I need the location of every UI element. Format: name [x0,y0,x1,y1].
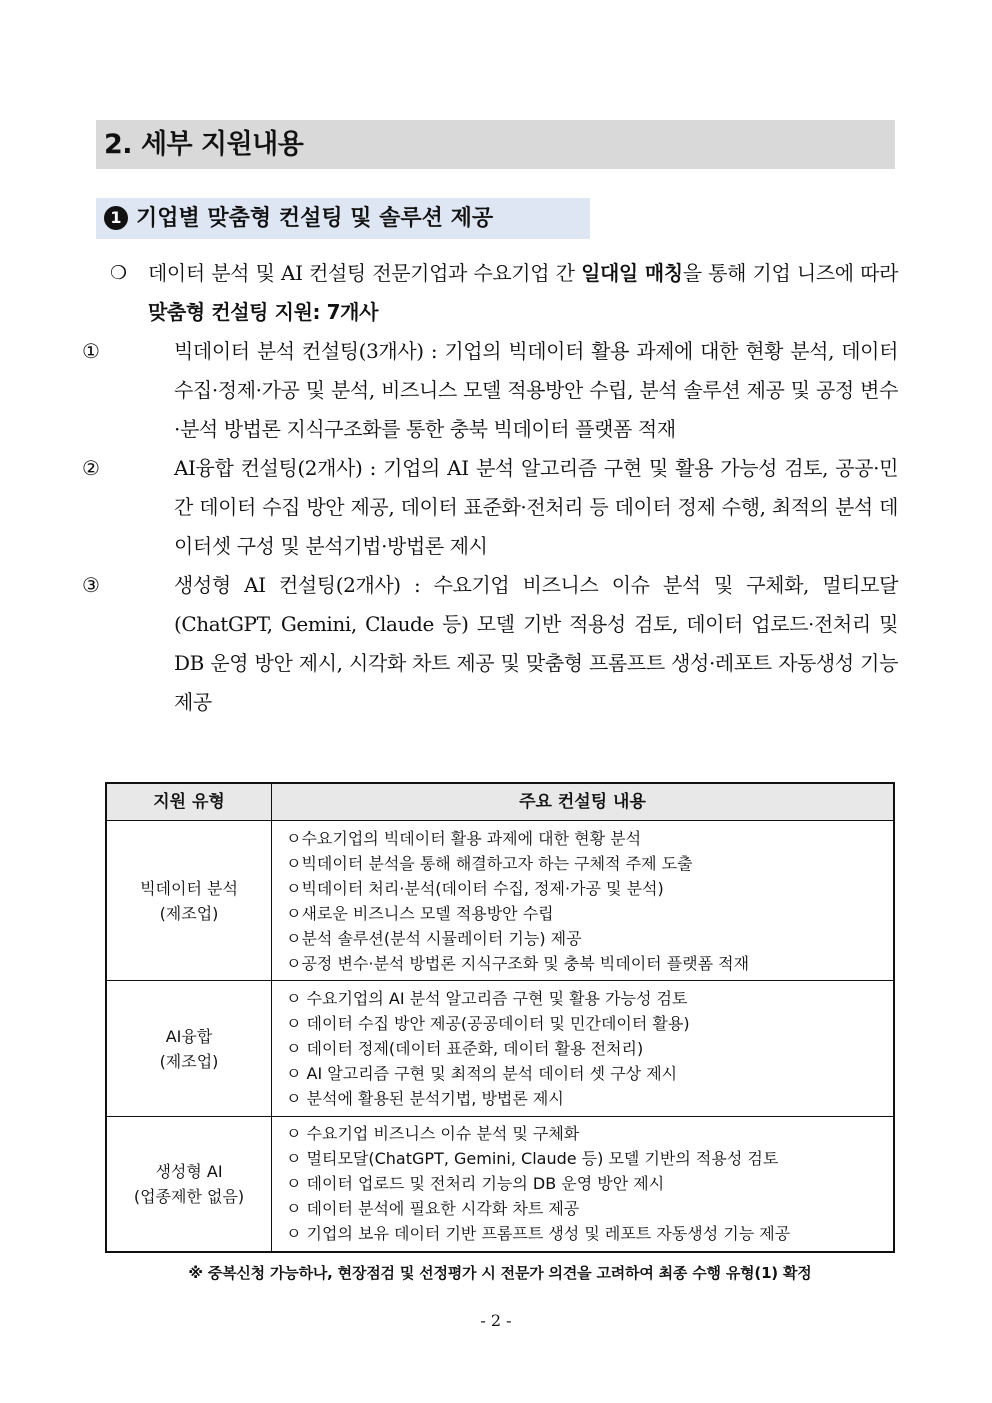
content-line: ㅇ 데이터 분석에 필요한 시각화 차트 제공 [286,1199,580,1219]
type-name: 생성형 AI [155,1161,223,1181]
intro-text-b: 을 통해 기업 니즈에 따라 [682,261,898,285]
content-line: ㅇ공정 변수·분석 방법론 지식구조화 및 충북 빅데이터 플랫폼 적재 [286,953,750,973]
content-line: ㅇ빅데이터 분석을 통해 해결하고자 하는 구체적 주제 도출 [286,853,693,873]
subsection-title-box [96,198,590,239]
header-consulting-content: 주요 컨설팅 내용 [272,783,895,821]
content-line: ㅇ 데이터 수집 방안 제공(공공데이터 및 민간데이터 활용) [286,1014,690,1033]
item-text: AI융합 컨설팅(2개사) : 기업의 AI 분석 알고리즘 구현 및 활용 가능성 검토, 공공·민간 데이터 수집 방안 제공, 데이터 표준화·전처리 등 데이터 정제 수행, 최적의 분석 데이터셋 구성 및 분석기법·방법론 제시 [174,456,898,558]
content-line: ㅇ 수요기업 비즈니스 이슈 분석 및 구체화 [286,1124,580,1144]
row-content [272,821,895,981]
list-item-generative-ai [82,566,898,722]
body-text [82,254,898,722]
content-line: ㅇ빅데이터 처리·분석(데이터 수집, 정제·가공 및 분석) [286,878,664,898]
item-text: 생성형 AI 컨설팅(2개사) : 수요기업 비즈니스 이슈 분석 및 구체화, 멀티모달(ChatGPT, Gemini, Claude 등) 모델 기반 적용성 검토, 데이터 업로드·전처리 및 DB 운영 방안 제시, 시각화 차트 제공 및 맞춤형 프롬프트 생성·레포트 자동생성 기능 제공 [174,573,898,714]
type-name: 빅데이터 분석 [140,878,238,898]
page-number: - 2 - [480,1311,512,1330]
intro-paragraph [110,254,898,332]
support-type-table [105,782,895,1253]
header-support-type: 지원 유형 [106,783,272,821]
row-content [272,981,895,1117]
subsection-number-badge: 1 [104,206,128,230]
list-item-ai-convergence [82,449,898,566]
row-content [272,1117,895,1252]
type-name: AI융합 [165,1026,213,1046]
intro-bold-b: 맞춤형 컨설팅 지원: 7개사 [148,300,379,324]
intro-text-a: 데이터 분석 및 AI 컨설팅 전문기업과 수요기업 간 [148,261,582,285]
content-line: ㅇ AI 알고리즘 구현 및 최적의 분석 데이터 셋 구상 제시 [286,1064,678,1083]
row-type [106,821,272,981]
item-marker: ③ [82,573,100,597]
type-scope: (제조업) [159,1051,219,1071]
footnote: ※ 중복신청 가능하나, 현장점검 및 선정평가 시 전문가 의견을 고려하여 최종 수행 유형(1) 확정 [188,1264,812,1282]
item-marker: ① [82,339,100,363]
item-text: 빅데이터 분석 컨설팅(3개사) : 기업의 빅데이터 활용 과제에 대한 현황 분석, 데이터 수집·정제·가공 및 분석, 비즈니스 모델 적용방안 수립, 분석 솔루션 제공 및 공정 변수·분석 방법론 지식구조화를 통한 충북 빅데이터 플랫폼 적재 [174,339,898,441]
content-line: ㅇ 멀티모달(ChatGPT, Gemini, Claude 등) 모델 기반의 적용성 검토 [286,1149,779,1169]
content-line: ㅇ 기업의 보유 데이터 기반 프롬프트 생성 및 레포트 자동생성 기능 제공 [286,1224,791,1244]
content-line: ㅇ 데이터 업로드 및 전처리 기능의 DB 운영 방안 제시 [286,1174,665,1194]
content-line: ㅇ 분석에 활용된 분석기법, 방법론 제시 [286,1089,564,1108]
section-title: 2. 세부 지원내용 [96,120,895,169]
type-scope: (제조업) [159,903,219,923]
type-scope: (업종제한 없음) [133,1186,245,1206]
content-line: ㅇ 데이터 정제(데이터 표준화, 데이터 활용 전처리) [286,1039,644,1058]
row-type [106,981,272,1117]
content-line: ㅇ 수요기업의 AI 분석 알고리즘 구현 및 활용 가능성 검토 [286,989,688,1008]
content-line: ㅇ분석 솔루션(분석 시뮬레이터 기능) 제공 [286,928,582,948]
content-line: ㅇ수요기업의 빅데이터 활용 과제에 대한 현황 분석 [286,828,642,848]
table-row [106,1117,894,1252]
table-row [106,981,894,1117]
content-line: ㅇ새로운 비즈니스 모델 적용방안 수립 [286,903,554,923]
subsection-title: 기업별 맞춤형 컨설팅 및 솔루션 제공 [136,206,494,231]
item-marker: ② [82,456,100,480]
intro-bold-a: 일대일 매칭 [581,261,683,285]
list-item-bigdata [82,332,898,449]
row-type [106,1117,272,1252]
table-header-row [106,783,894,821]
table-row [106,821,894,981]
circle-bullet-icon: ❍ [110,262,127,284]
